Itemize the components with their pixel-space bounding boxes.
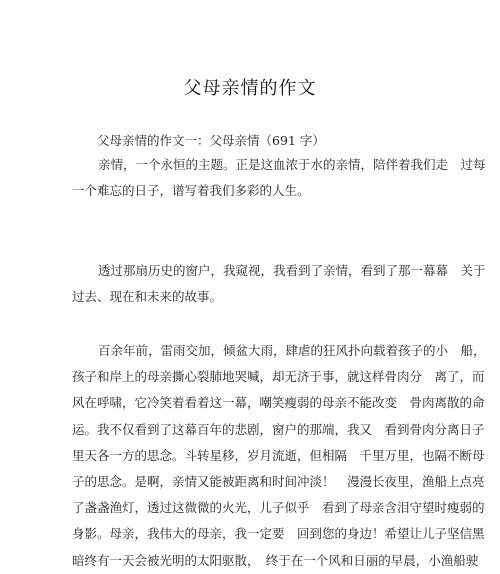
paragraph-3	[72, 338, 486, 574]
paragraph-line: 子的思念。是啊，亲情又能被距离和时间冲淡！ 漫漫长夜里，渔船上点亮	[72, 473, 485, 489]
page-title: 父母亲情的作文	[183, 78, 317, 99]
paragraph-line: 运。我不仅看到了这幕百年的悲剧，窗户的那端，我又 看到骨肉分离日子	[72, 421, 485, 437]
paragraph-line: 暗终有一天会被光明的太阳驱散， 终于在一个风和日丽的早晨，小渔船驶	[72, 552, 479, 568]
essay-subtitle: 父母亲情的作文一：父母亲情（691 字）	[97, 133, 325, 148]
paragraph-1	[72, 152, 486, 204]
paragraph-line: 百余年前，雷雨交加，倾盆大雨，肆虐的狂风扑向载着孩子的小 船，	[98, 343, 486, 358]
paragraph-line: 孩子和岸上的母亲撕心裂肺地哭喊，却无济于事，就这样骨肉分 离了，而	[72, 369, 485, 385]
paragraph-line: 过去、现在和未来的故事。	[72, 289, 223, 305]
paragraph-line: 亲情，一个永恒的主题。正是这血浓于水的亲情，陪伴着我们走 过每	[98, 157, 486, 172]
paragraph-line: 身影。母亲，我伟大的母亲，我一定要 回到您的身边！希望让儿子坚信黑	[72, 526, 485, 542]
paragraph-line: 风在呼啸，它冷笑着看着这一幕，嘲笑瘦弱的母亲不能改变 骨肉离散的命	[72, 395, 485, 411]
paragraph-line: 里天各一方的思念。斗转星移，岁月流逝，但相隔 千里万里，也隔不断母	[72, 447, 485, 463]
paragraph-2	[72, 258, 486, 310]
paragraph-line: 透过那扇历史的窗户，我窥视，我看到了亲情，看到了那一幕幕 关于	[98, 263, 486, 278]
paragraph-line: 了盏盏渔灯，透过这微微的火光，儿子似乎 看到了母亲含泪守望时瘦弱的	[72, 500, 485, 516]
paragraph-line: 一个难忘的日子，谱写着我们多彩的人生。	[72, 183, 310, 199]
